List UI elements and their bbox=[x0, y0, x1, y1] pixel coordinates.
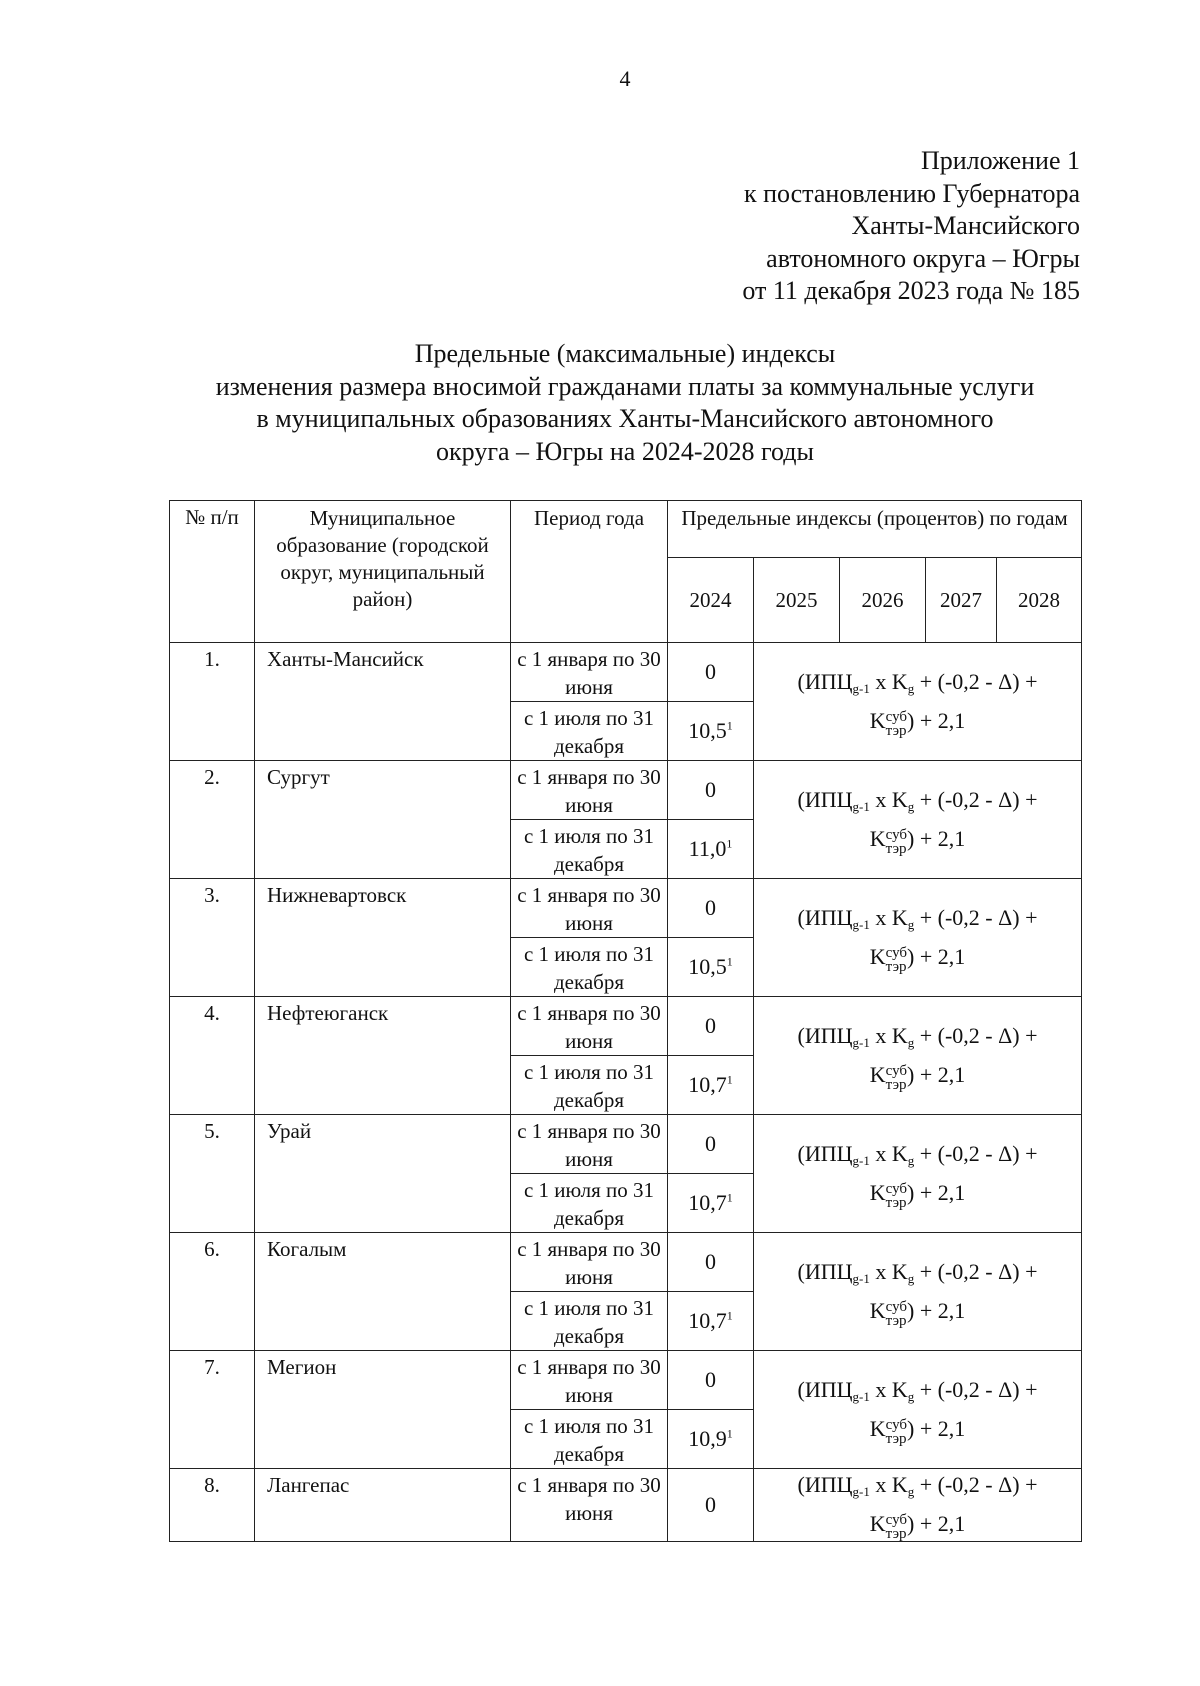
municipality-name: Лангепас bbox=[255, 1469, 511, 1542]
index-2024-second-half: 10,5$^1$ bbox=[668, 702, 754, 761]
title-line: округа – Югры на 2024-2028 годы bbox=[436, 436, 814, 466]
header-year: 2027 bbox=[926, 558, 997, 643]
period-first-half: с 1 января по 30 июня bbox=[511, 1351, 668, 1410]
period-first-half: с 1 января по 30 июня bbox=[511, 761, 668, 820]
period-second-half: с 1 июля по 31 декабря bbox=[511, 1410, 668, 1469]
title-line: изменения размера вносимой гражданами платы за коммунальные услуги bbox=[215, 371, 1035, 401]
municipality-name: Нефтеюганск bbox=[255, 997, 511, 1115]
table-row bbox=[170, 1115, 1082, 1174]
row-number: 3. bbox=[170, 879, 255, 997]
index-2024-first-half: 0 bbox=[668, 879, 754, 938]
period-first-half: с 1 января по 30 июня bbox=[511, 1469, 668, 1542]
footnote-mark: 1 bbox=[726, 1190, 733, 1205]
index-2024-second-half: 10,9$^1$ bbox=[668, 1410, 754, 1469]
period-second-half: с 1 июля по 31 декабря bbox=[511, 1292, 668, 1351]
index-2024-first-half: 0 bbox=[668, 1233, 754, 1292]
index-2024-second-half: 10,7$^1$ bbox=[668, 1292, 754, 1351]
footnote-mark: 1 bbox=[726, 836, 733, 851]
index-2024-first-half: 0 bbox=[668, 997, 754, 1056]
municipality-name: Урай bbox=[255, 1115, 511, 1233]
header-period: Период года bbox=[511, 501, 668, 643]
header-indices: Предельные индексы (процентов) по годам bbox=[668, 501, 1082, 558]
index-2024-second-half: 10,5$^1$ bbox=[668, 938, 754, 997]
row-number: 5. bbox=[170, 1115, 255, 1233]
table-row bbox=[170, 761, 1082, 820]
index-2024-second-half: 11,0$^1$ bbox=[668, 820, 754, 879]
appendix-line: Приложение 1 bbox=[920, 146, 1080, 175]
header-num: № п/п bbox=[170, 501, 255, 643]
period-first-half: с 1 января по 30 июня bbox=[511, 1115, 668, 1174]
index-2024-first-half: 0 bbox=[668, 761, 754, 820]
period-first-half: с 1 января по 30 июня bbox=[511, 643, 668, 702]
appendix-line: Ханты-Мансийского bbox=[851, 211, 1080, 240]
appendix-line: автономного округа – Югры bbox=[766, 243, 1080, 273]
document-title bbox=[170, 338, 1080, 468]
index-formula: ($ИПЦ_{g-1}$ x $K_g + (-0,2 - \Delta)$ + K суб тэр ) + 2,1 bbox=[754, 1115, 1082, 1233]
period-second-half: с 1 июля по 31 декабря bbox=[511, 1056, 668, 1115]
appendix-line: к постановлению Губернатора bbox=[743, 178, 1080, 208]
index-2024-first-half: 0 bbox=[668, 1351, 754, 1410]
period-first-half: с 1 января по 30 июня bbox=[511, 1233, 668, 1292]
municipality-name: Мегион bbox=[255, 1351, 511, 1469]
table-row bbox=[170, 1351, 1082, 1410]
footnote-mark: 1 bbox=[726, 718, 733, 733]
row-number: 4. bbox=[170, 997, 255, 1115]
table-row bbox=[170, 1233, 1082, 1292]
title-line: в муниципальных образованиях Ханты-Мансийского автономного bbox=[256, 404, 994, 433]
footnote-mark: 1 bbox=[726, 1072, 733, 1087]
index-2024-second-half: 10,7$^1$ bbox=[668, 1174, 754, 1233]
index-formula: ($ИПЦ_{g-1}$ x $K_g + (-0,2 - \Delta)$ + K суб тэр ) + 2,1 bbox=[754, 1351, 1082, 1469]
municipality-name: Ханты-Мансийск bbox=[255, 643, 511, 761]
row-number: 8. bbox=[170, 1469, 255, 1542]
period-second-half: с 1 июля по 31 декабря bbox=[511, 820, 668, 879]
period-first-half: с 1 января по 30 июня bbox=[511, 879, 668, 938]
index-formula: ($ИПЦ_{g-1}$ x $K_g + (-0,2 - \Delta)$ + K суб тэр ) + 2,1 bbox=[754, 761, 1082, 879]
appendix-block bbox=[742, 145, 1080, 308]
period-second-half: с 1 июля по 31 декабря bbox=[511, 938, 668, 997]
row-number: 1. bbox=[170, 643, 255, 761]
period-second-half: с 1 июля по 31 декабря bbox=[511, 1174, 668, 1233]
row-number: 7. bbox=[170, 1351, 255, 1469]
index-formula: ($ИПЦ_{g-1}$ x $K_g + (-0,2 - \Delta)$ + K суб тэр ) + 2,1 bbox=[754, 643, 1082, 761]
header-year: 2028 bbox=[997, 558, 1082, 643]
table-row bbox=[170, 1469, 1082, 1542]
municipality-name: Сургут bbox=[255, 761, 511, 879]
row-number: 2. bbox=[170, 761, 255, 879]
index-2024-first-half: 0 bbox=[668, 1469, 754, 1542]
header-municipality: Муниципальное образование (городской округ, муниципальный район) bbox=[255, 501, 511, 643]
indices-table bbox=[169, 500, 1082, 1542]
header-year: 2026 bbox=[840, 558, 926, 643]
table-row bbox=[170, 643, 1082, 702]
header-year: 2024 bbox=[668, 558, 754, 643]
table-row bbox=[170, 879, 1082, 938]
index-formula: ($ИПЦ_{g-1}$ x $K_g + (-0,2 - \Delta)$ + K суб тэр ) + 2,1 bbox=[754, 997, 1082, 1115]
municipality-name: Когалым bbox=[255, 1233, 511, 1351]
index-formula: ($ИПЦ_{g-1}$ x $K_g + (-0,2 - \Delta)$ + K суб тэр ) + 2,1 bbox=[754, 1233, 1082, 1351]
index-formula: ($ИПЦ_{g-1}$ x $K_g + (-0,2 - \Delta)$ + K суб тэр ) + 2,1 bbox=[754, 879, 1082, 997]
table-row bbox=[170, 997, 1082, 1056]
period-second-half: с 1 июля по 31 декабря bbox=[511, 702, 668, 761]
table-body bbox=[170, 643, 1082, 1542]
row-number: 6. bbox=[170, 1233, 255, 1351]
footnote-mark: 1 bbox=[726, 1308, 733, 1323]
page-number: 4 bbox=[619, 66, 631, 91]
title-line: Предельные (максимальные) индексы bbox=[414, 339, 836, 368]
index-2024-first-half: 0 bbox=[668, 643, 754, 702]
appendix-line: от 11 декабря 2023 года № 185 bbox=[742, 276, 1080, 305]
municipality-name: Нижневартовск bbox=[255, 879, 511, 997]
header-year: 2025 bbox=[754, 558, 840, 643]
footnote-mark: 1 bbox=[726, 954, 733, 969]
period-first-half: с 1 января по 30 июня bbox=[511, 997, 668, 1056]
index-formula: ($ИПЦ_{g-1}$ x $K_g + (-0,2 - \Delta)$ + K суб тэр ) + 2,1 bbox=[754, 1469, 1082, 1542]
footnote-mark: 1 bbox=[726, 1426, 733, 1441]
index-2024-second-half: 10,7$^1$ bbox=[668, 1056, 754, 1115]
index-2024-first-half: 0 bbox=[668, 1115, 754, 1174]
